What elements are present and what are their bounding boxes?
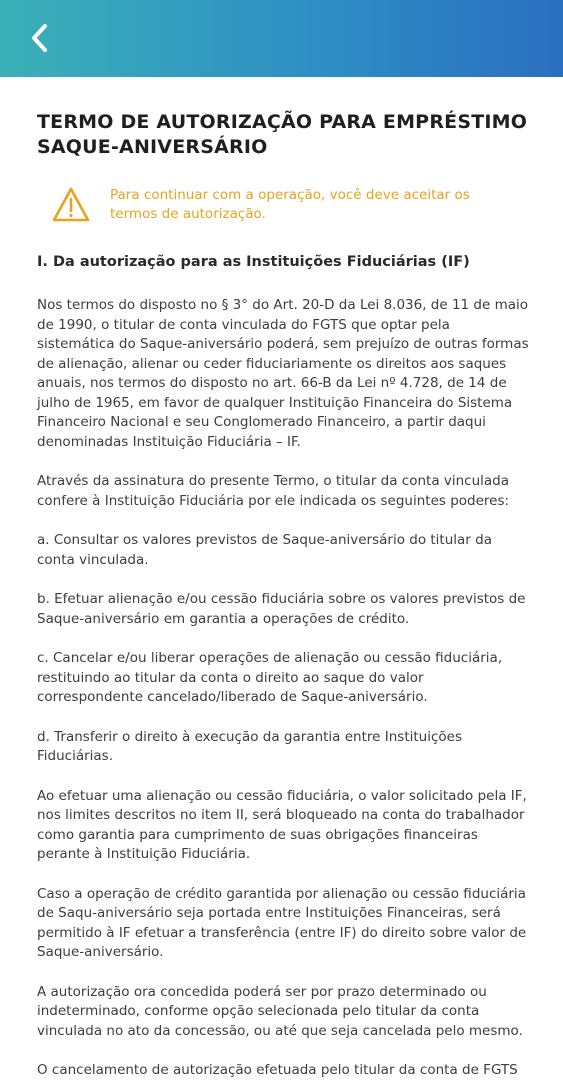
paragraph-portability: Caso a operação de crédito garantida por alienação ou cessão fiduciária de Saqu-aniversário seja portada entre Instituições Financeiras, será permitido à IF efetuar a transferência (entre IF) do direito sobre valor de Saque-aniversário. [37, 885, 527, 960]
back-button[interactable] [22, 18, 58, 58]
paragraph-item-d: d. Transferir o direito à execução da garantia entre Instituições Fiduciárias. [37, 728, 462, 764]
paragraph-item-b: b. Efetuar alienação e/ou cessão fiduciária sobre os valores previstos de Saque-aniversário em garantia a operações de crédito. [37, 591, 526, 627]
warning-text: Para continuar com a operação, você deve aceitar os termos de autorização. [110, 187, 470, 222]
app-header [0, 0, 563, 77]
paragraph-term: A autorização ora concedida poderá ser por prazo determinado ou indeterminado, conforme opção selecionada pelo titular da conta vinculada no ato da concessão, ou até que seja cancelada pelo mesmo. [37, 983, 523, 1039]
paragraph-cancellation: O cancelamento de autorização efetuada pelo titular da conta de FGTS [37, 1062, 518, 1078]
warning-triangle-icon [51, 186, 91, 224]
paragraph-powers-intro: Através da assinatura do presente Termo, o titular da conta vinculada confere à Instituição Fiduciária por ele indicada os seguintes poderes: [37, 473, 510, 509]
terms-content [37, 110, 529, 1081]
paragraph-item-a: a. Consultar os valores previstos de Saque-aniversário do titular da conta vinculada. [37, 532, 492, 568]
page-title: TERMO DE AUTORIZAÇÃO PARA EMPRÉSTIMO SAQUE-ANIVERSÁRIO [37, 111, 528, 158]
paragraph-legal-basis: Nos termos do disposto no § 3° do Art. 20-D da Lei 8.036, de 11 de maio de 1990, o titular de conta vinculada do FGTS que optar pela sistemática do Saque-aniversário poderá, sem prejuízo de outras formas de alienação, alienar ou ceder fiduciariamente os direitos aos saques anuais, nos termos do disposto no art. 66-B da Lei nº 4.728, de 14 de julho de 1965, em favor de qualquer Instituição Financeira do Sistema Financeiro Nacional e seu Conglomerado Financeiro, a partir daqui denominadas Instituição Fiduciária – IF. [37, 297, 529, 450]
paragraph-item-c: c. Cancelar e/ou liberar operações de alienação ou cessão fiduciária, restituindo ao titular da conta o direito ao saque do valor correspondente cancelado/liberado de Saque-aniversário. [37, 650, 503, 705]
warning-banner [37, 186, 529, 224]
chevron-left-icon [30, 23, 50, 53]
paragraph-blocking: Ao efetuar uma alienação ou cessão fiduciária, o valor solicitado pela IF, nos limites descritos no item II, será bloqueado na conta do trabalhador como garantia para cumprimento de suas obrigações financeiras perante à Instituição Fiduciária. [37, 787, 527, 862]
section-title: I. Da autorização para as Instituições Fiduciárias (IF) [37, 254, 470, 270]
